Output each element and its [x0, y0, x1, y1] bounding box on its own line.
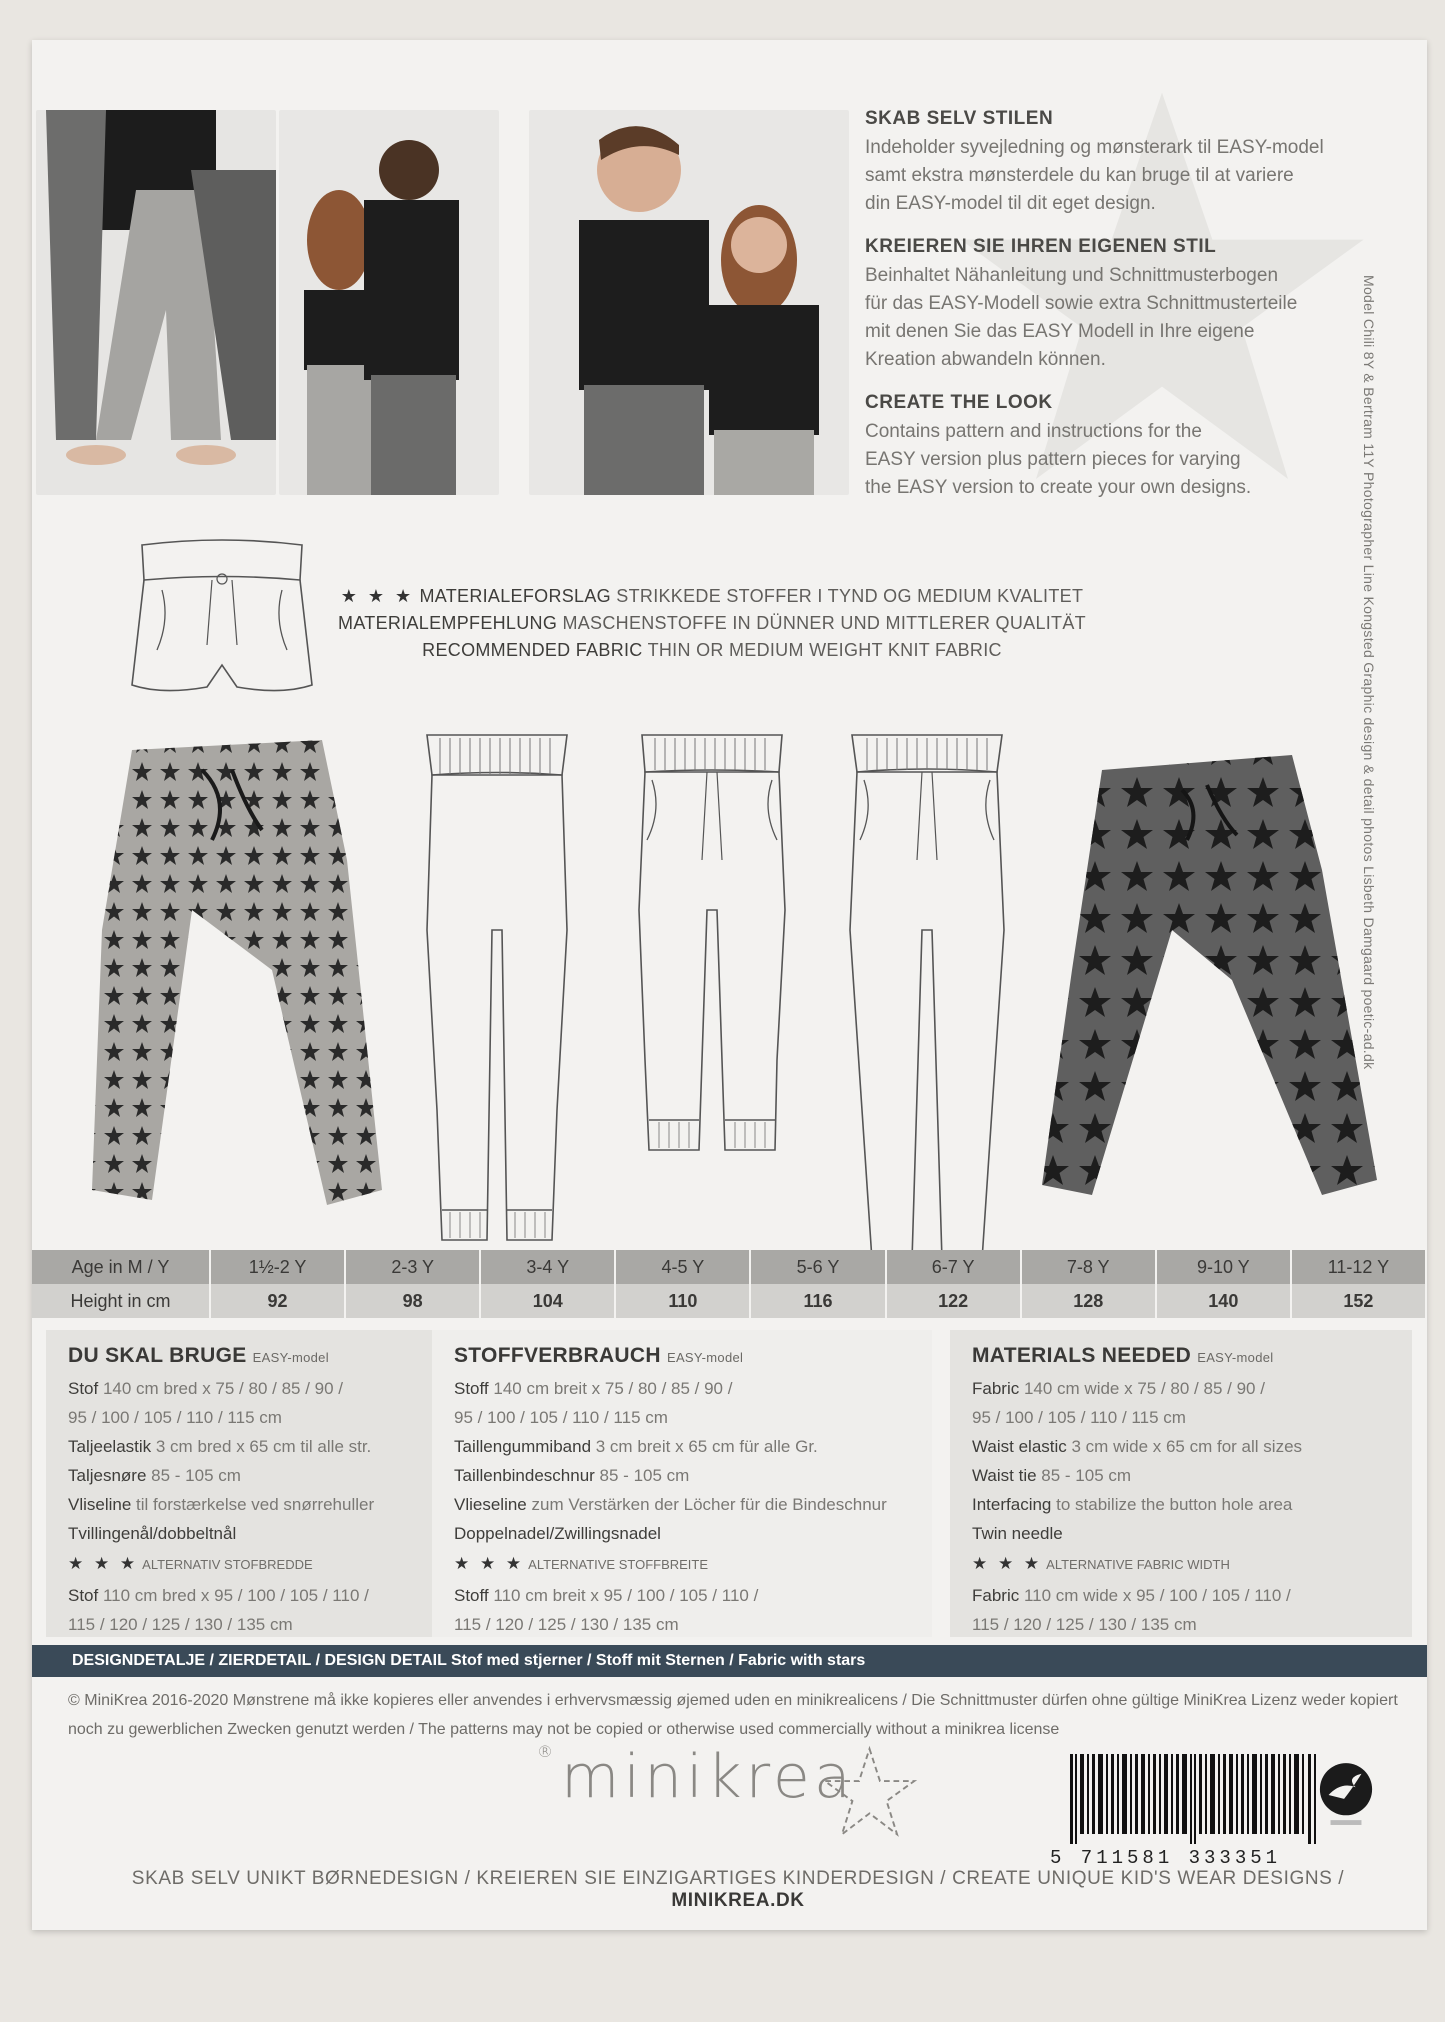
design-detail-bar: DESIGNDETALJE / ZIERDETAIL / DESIGN DETAIL Stof med stjerner / Stoff mit Sternen / Fabric with stars [32, 1645, 1427, 1677]
material-item-label: Stoff [454, 1379, 489, 1398]
intro-title-en: CREATE THE LOOK [865, 392, 1053, 413]
material-item-text: til forstærkelse ved snørrehuller [131, 1495, 375, 1514]
material-item [68, 1610, 424, 1639]
column-subtitle: EASY-model [252, 1350, 329, 1365]
intro-en-line: the EASY version to create your own designs. [865, 477, 1252, 498]
material-item [68, 1490, 424, 1519]
column-title-text: DU SKAL BRUGE [68, 1344, 247, 1367]
material-item-label: Waist tie [972, 1466, 1037, 1485]
material-item-text: zum Verstärken der Löcher für die Bindeschnur [526, 1495, 887, 1514]
material-item-label: Taillengummiband [454, 1437, 592, 1456]
barcode-icon [1070, 1754, 1320, 1844]
photo-legs [36, 110, 276, 495]
alt-width-heading [454, 1548, 910, 1581]
material-item-label: Fabric [972, 1586, 1020, 1605]
shorts-technical-drawing [122, 535, 322, 710]
material-item-text: 95 / 100 / 105 / 110 / 115 cm [454, 1408, 668, 1427]
height-cell: 116 [750, 1284, 885, 1318]
age-label: Age in M / Y [32, 1250, 210, 1284]
pants-drawing-cuffed [617, 730, 807, 1170]
material-item-label: Stof [68, 1586, 99, 1605]
material-item [68, 1461, 424, 1490]
material-item [454, 1432, 910, 1461]
material-item-text: 110 cm breit x 95 / 100 / 105 / 110 / [488, 1586, 759, 1605]
intro-text-en [865, 418, 1385, 502]
age-cell: 3-4 Y [480, 1250, 615, 1284]
size-row-age [32, 1250, 1426, 1284]
material-label-de: MATERIALEMPFEHLUNG [338, 613, 558, 633]
material-label-en: RECOMMENDED FABRIC [422, 640, 643, 660]
intro-en-line: EASY version plus pattern pieces for varying [865, 449, 1241, 470]
photo-legs-image [36, 110, 276, 495]
material-item-text: 115 / 120 / 125 / 130 / 135 cm [68, 1615, 293, 1634]
alt-width-label: ALTERNATIVE FABRIC WIDTH [1046, 1557, 1230, 1572]
material-item [972, 1581, 1390, 1610]
material-item [454, 1490, 910, 1519]
material-item-label: Stof [68, 1379, 99, 1398]
materials-column-da [46, 1330, 446, 1637]
material-item-text: 85 - 105 cm [146, 1466, 241, 1485]
height-cell: 92 [210, 1284, 345, 1318]
size-table [32, 1250, 1427, 1318]
material-item-text: 140 cm breit x 75 / 80 / 85 / 90 / [488, 1379, 733, 1398]
copyright-notice: © MiniKrea 2016-2020 Mønstrene må ikke kopieres eller anvendes i erhvervsmæssig øjemed uden en minikrealicens / Die Schnittmuster dürfen ohne gültige MiniKrea Lizenz weder kopiert noch zu gewerblichen Zwecken genutzt werden / The patterns may not be copied or otherwise used commercially without a minikrea license [68, 1692, 1398, 1738]
stars-icon: ★ ★ ★ [68, 1554, 139, 1573]
material-item [454, 1581, 910, 1610]
material-text-en: THIN OR MEDIUM WEIGHT KNIT FABRIC [647, 640, 1002, 660]
column-title-en [972, 1344, 1390, 1368]
stars-icon: ★ ★ ★ [454, 1554, 525, 1573]
material-item [68, 1374, 424, 1403]
material-line-da [332, 586, 1092, 607]
material-text-da: STRIKKEDE STOFFER I TYND OG MEDIUM KVALITET [616, 586, 1084, 606]
stars-icon: ★ ★ ★ [340, 586, 415, 606]
material-item-text: 95 / 100 / 105 / 110 / 115 cm [972, 1408, 1186, 1427]
intro-de-line: Beinhaltet Nähanleitung und Schnittmusterbogen [865, 265, 1279, 286]
material-item [68, 1519, 424, 1548]
photo-kids-back-image [279, 110, 499, 495]
material-item-text: 115 / 120 / 125 / 130 / 135 cm [454, 1615, 679, 1634]
column-title-da [68, 1344, 424, 1368]
material-item-label: Stoff [454, 1586, 489, 1605]
material-item-text: 115 / 120 / 125 / 130 / 135 cm [972, 1615, 1197, 1634]
material-item-text: 3 cm breit x 65 cm für alle Gr. [591, 1437, 818, 1456]
intro-english [865, 392, 1385, 502]
material-item [972, 1519, 1390, 1548]
material-item [454, 1374, 910, 1403]
material-item [972, 1490, 1390, 1519]
material-item [972, 1374, 1390, 1403]
alt-width-label: ALTERNATIVE STOFFBREITE [528, 1557, 709, 1572]
material-item [972, 1432, 1390, 1461]
material-item-label: Doppelnadel/Zwillingsnadel [454, 1524, 661, 1543]
stars-icon: ★ ★ ★ [972, 1554, 1043, 1573]
material-item-text: 110 cm bred x 95 / 100 / 105 / 110 / [98, 1586, 369, 1605]
material-item-label: Vlieseline [454, 1495, 527, 1514]
footer-text: SKAB SELV UNIKT BØRNEDESIGN / KREIEREN SIE EINZIGARTIGES KINDERDESIGN / CREATE UNIQUE KID'S WEAR DESIGNS / [131, 1868, 1345, 1889]
pants-drawing-slim [832, 730, 1022, 1270]
material-item-text: 85 - 105 cm [1036, 1466, 1132, 1485]
pattern-envelope-back [32, 40, 1427, 1930]
column-subtitle: EASY-model [1197, 1350, 1274, 1365]
material-line-en [332, 640, 1092, 661]
height-label: Height in cm [32, 1284, 210, 1318]
age-cell: 1½-2 Y [210, 1250, 345, 1284]
material-item [454, 1610, 910, 1639]
alt-width-label: ALTERNATIV STOFBREDDE [142, 1557, 313, 1572]
height-cell: 104 [480, 1284, 615, 1318]
light-star-pants-photo [72, 730, 392, 1220]
dark-star-pants-photo [1032, 730, 1392, 1210]
intro-en-line: Contains pattern and instructions for the [865, 421, 1202, 442]
age-cell: 6-7 Y [886, 1250, 1021, 1284]
logo-star-icon [822, 1745, 917, 1840]
intro-de-line: mit denen Sie das EASY Modell in Ihre eigene [865, 321, 1255, 342]
height-cell: 98 [345, 1284, 480, 1318]
intro-de-line: Kreation abwandeln können. [865, 349, 1106, 370]
age-cell: 11-12 Y [1291, 1250, 1426, 1284]
height-cell: 152 [1291, 1284, 1426, 1318]
material-item [454, 1461, 910, 1490]
barcode-number: 5 711581 333351 [1050, 1847, 1282, 1869]
material-item-label: Taljesnøre [68, 1466, 147, 1485]
material-item-label: Waist elastic [972, 1437, 1067, 1456]
column-subtitle: EASY-model [666, 1350, 744, 1365]
material-item-label: Twin needle [972, 1524, 1063, 1543]
material-item [454, 1519, 910, 1548]
material-item [68, 1581, 424, 1610]
footer-tagline [68, 1868, 1408, 1912]
material-item-text: 3 cm wide x 65 cm for all sizes [1066, 1437, 1303, 1456]
material-item-label: Taljeelastik [68, 1437, 152, 1456]
materials-column-en [950, 1330, 1412, 1637]
column-title-text: STOFFVERBRAUCH [454, 1344, 661, 1367]
material-item [972, 1403, 1390, 1432]
material-item-text: 110 cm wide x 95 / 100 / 105 / 110 / [1019, 1586, 1291, 1605]
column-title-text: MATERIALS NEEDED [972, 1344, 1192, 1367]
intro-title-de: KREIEREN SIE IHREN EIGENEN STIL [865, 236, 1217, 257]
material-line-de [332, 613, 1092, 634]
material-item-text: 140 cm wide x 75 / 80 / 85 / 90 / [1019, 1379, 1265, 1398]
intro-text-de [865, 262, 1385, 374]
material-text-de: MASCHENSTOFFE IN DÜNNER UND MITTLERER QUALITÄT [562, 613, 1086, 633]
material-item-label: Fabric [972, 1379, 1020, 1398]
age-cell: 2-3 Y [345, 1250, 480, 1284]
intro-german [865, 236, 1385, 374]
intro-da-line: samt ekstra mønsterdele du kan bruge til at variere [865, 165, 1294, 186]
height-cell: 140 [1156, 1284, 1291, 1318]
nordic-swan-ecolabel-icon [1317, 1760, 1375, 1830]
size-row-height [32, 1284, 1426, 1318]
footer-website-link[interactable]: MINIKREA.DK [671, 1890, 805, 1911]
material-item-label: Interfacing [972, 1495, 1052, 1514]
age-cell: 4-5 Y [615, 1250, 750, 1284]
intro-text-da [865, 134, 1385, 218]
age-cell: 7-8 Y [1021, 1250, 1156, 1284]
material-item [972, 1461, 1390, 1490]
material-item-text: 95 / 100 / 105 / 110 / 115 cm [68, 1408, 282, 1427]
intro-da-line: din EASY-model til dit eget design. [865, 193, 1156, 214]
logo-wordmark: minikrea [561, 1742, 855, 1812]
age-cell: 9-10 Y [1156, 1250, 1291, 1284]
material-item-text: 140 cm bred x 75 / 80 / 85 / 90 / [98, 1379, 344, 1398]
material-item-text: to stabilize the button hole area [1051, 1495, 1293, 1514]
height-cell: 122 [886, 1284, 1021, 1318]
minikrea-logo [537, 1742, 855, 1812]
intro-da-line: Indeholder syvejledning og mønsterark til EASY-model [865, 137, 1324, 158]
material-item [68, 1432, 424, 1461]
material-item [972, 1610, 1390, 1639]
intro-de-line: für das EASY-Modell sowie extra Schnittmusterteile [865, 293, 1298, 314]
column-title-de [454, 1344, 910, 1368]
intro-title-da: SKAB SELV STILEN [865, 108, 1054, 129]
registered-mark: ® [537, 1742, 557, 1761]
intro-danish [865, 108, 1385, 218]
material-item [454, 1403, 910, 1432]
alt-width-heading [972, 1548, 1390, 1581]
material-item-label: Taillenbindeschnur [454, 1466, 595, 1485]
height-cell: 110 [615, 1284, 750, 1318]
photo-kids-back [279, 110, 499, 495]
materials-column-de [432, 1330, 932, 1637]
material-label-da: MATERIALEFORSLAG [419, 586, 611, 606]
photo-kids-front-image [529, 110, 849, 495]
material-item-label: Tvillingenål/dobbeltnål [68, 1524, 237, 1543]
age-cell: 5-6 Y [750, 1250, 885, 1284]
material-item-text: 85 - 105 cm [594, 1466, 690, 1485]
height-cell: 128 [1021, 1284, 1156, 1318]
material-item-text: 3 cm bred x 65 cm til alle str. [151, 1437, 372, 1456]
material-item [68, 1403, 424, 1432]
alt-width-heading [68, 1548, 424, 1581]
photo-kids-front [529, 110, 849, 495]
pants-drawing-plain [402, 730, 592, 1270]
photo-credit: Model Chili 8Y & Bertram 11Y Photographer Line Kongsted Graphic design & detail photos Lisbeth Damgaard poetic-ad.dk [1361, 275, 1377, 1070]
material-item-label: Vliseline [68, 1495, 132, 1514]
